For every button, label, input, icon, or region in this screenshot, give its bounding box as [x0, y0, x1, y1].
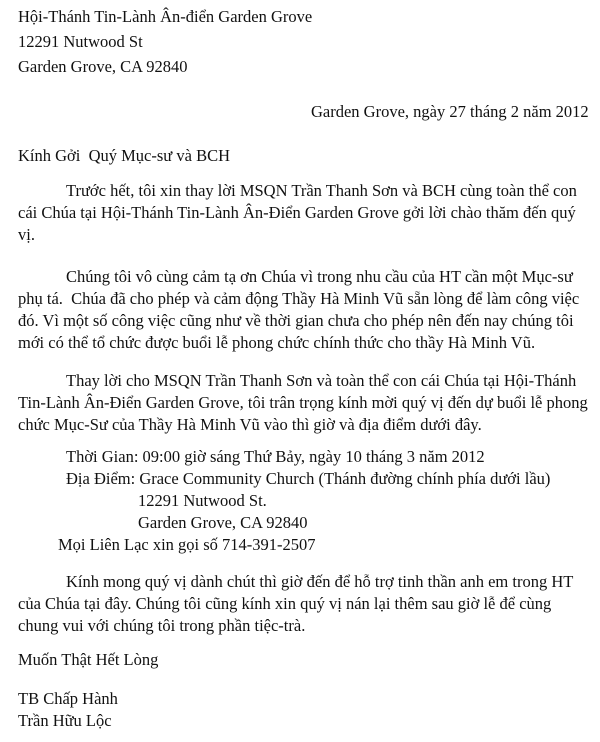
paragraph-3-line: chức Mục-Sư của Thầy Hà Minh Vũ vào thì giờ và địa điểm dưới đây. [18, 415, 482, 434]
paragraph-1 [18, 180, 577, 246]
paragraph-2 [18, 266, 579, 354]
paragraph-4 [18, 571, 573, 637]
paragraph-2-line: mới có thể tổ chức được buổi lễ phong chức chính thức cho thầy Hà Minh Vũ. [18, 333, 536, 352]
paragraph-3-line: Tin-Lành Ân-Điển Garden Grove, tôi trân trọng kính mời quý vị đến dự buổi lễ phong [18, 393, 588, 412]
date-line: Garden Grove, ngày 27 tháng 2 năm 2012 [311, 102, 589, 121]
paragraph-4-line: Kính mong quý vị dành chút thì giờ đến để hỗ trợ tinh thần anh em trong HT [66, 572, 574, 591]
paragraph-4-line: của Chúa tại đây. Chúng tôi cũng kính xin quý vị nán lại thêm sau giờ lễ để cùng [18, 594, 552, 613]
paragraph-2-line: phụ tá. Chúa đã cho phép và cảm động Thầy Hà Minh Vũ sẵn lòng để làm công việc [18, 289, 580, 308]
event-city: Garden Grove, CA 92840 [138, 513, 308, 532]
closing: Muốn Thật Hết Lòng [18, 650, 159, 669]
sender-name: Hội-Thánh Tin-Lành Ân-điển Garden Grove [18, 7, 313, 26]
paragraph-3-line: Thay lời cho MSQN Trần Thanh Sơn và toàn thể con cái Chúa tại Hội-Thánh [66, 371, 577, 390]
signature-name: Trần Hữu Lộc [18, 711, 112, 730]
event-contact: Mọi Liên Lạc xin gọi số 714-391-2507 [58, 535, 316, 554]
paragraph-1-line: Trước hết, tôi xin thay lời MSQN Trần Thanh Sơn và BCH cùng toàn thể con [66, 181, 577, 200]
sender-street: 12291 Nutwood St [18, 32, 143, 51]
event-street: 12291 Nutwood St. [138, 491, 267, 510]
signature-title: TB Chấp Hành [18, 689, 118, 708]
paragraph-2-line: đó. Vì một số công việc cũng như về thời gian chưa cho phép nên đến nay chúng tôi [18, 311, 574, 330]
paragraph-1-line: vị. [18, 225, 35, 244]
salutation: Kính Gởi Quý Mục-sư và BCH [18, 146, 230, 165]
sender-city: Garden Grove, CA 92840 [18, 57, 188, 76]
paragraph-2-line: Chúng tôi vô cùng cảm tạ ơn Chúa vì trong nhu cầu của HT cần một Mục-sư [66, 267, 573, 286]
paragraph-3 [18, 370, 588, 436]
event-place: Địa Điểm: Grace Community Church (Thánh đường chính phía dưới lầu) [66, 469, 551, 488]
event-time: Thời Gian: 09:00 giờ sáng Thứ Bảy, ngày 10 tháng 3 năm 2012 [66, 447, 485, 466]
paragraph-4-line: chung vui với chúng tôi trong phần tiệc-trà. [18, 616, 306, 635]
paragraph-1-line: cái Chúa tại Hội-Thánh Tin-Lành Ân-Điển Garden Grove gởi lời chào thăm đến quý [18, 203, 576, 222]
